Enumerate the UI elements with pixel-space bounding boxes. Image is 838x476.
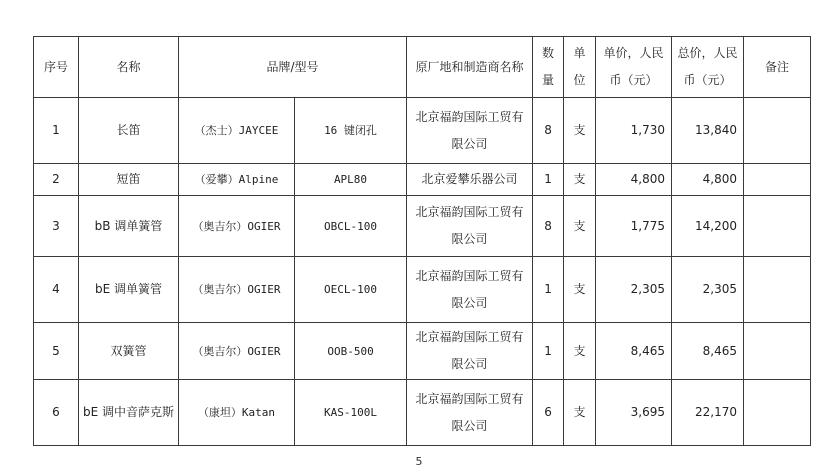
- cell-brand: （奥吉尔）OGIER: [179, 257, 295, 323]
- cell-name: 双簧管: [79, 323, 179, 380]
- cell-remarks: [744, 323, 811, 380]
- cell-quantity: 1: [533, 257, 564, 323]
- cell-unit-price: 2,305: [596, 257, 672, 323]
- cell-quantity: 6: [533, 380, 564, 446]
- header-origin: 原厂地和制造商名称: [407, 37, 533, 98]
- header-remarks: 备注: [744, 37, 811, 98]
- instrument-price-table: [33, 36, 811, 446]
- cell-model: APL80: [295, 164, 407, 196]
- header-name: 名称: [79, 37, 179, 98]
- table-row: [34, 380, 811, 446]
- cell-model: KAS-100L: [295, 380, 407, 446]
- table-row: [34, 196, 811, 257]
- table-row: [34, 98, 811, 164]
- page-number: 5: [415, 455, 423, 468]
- cell-unit: 支: [564, 98, 596, 164]
- cell-brand: （杰士）JAYCEE: [179, 98, 295, 164]
- cell-quantity: 8: [533, 98, 564, 164]
- cell-model: OOB-500: [295, 323, 407, 380]
- cell-origin: 北京爱攀乐器公司: [407, 164, 533, 196]
- cell-index: 4: [34, 257, 79, 323]
- cell-unit-price: 3,695: [596, 380, 672, 446]
- cell-quantity: 8: [533, 196, 564, 257]
- cell-unit: 支: [564, 164, 596, 196]
- header-row: [34, 37, 811, 98]
- cell-remarks: [744, 380, 811, 446]
- cell-unit-price: 8,465: [596, 323, 672, 380]
- cell-name: 短笛: [79, 164, 179, 196]
- cell-remarks: [744, 98, 811, 164]
- cell-model: OECL-100: [295, 257, 407, 323]
- cell-brand: （爱攀）Alpine: [179, 164, 295, 196]
- cell-origin: 北京福韵国际工贸有限公司: [407, 380, 533, 446]
- cell-brand: （奥吉尔）OGIER: [179, 323, 295, 380]
- cell-index: 5: [34, 323, 79, 380]
- table-row: [34, 323, 811, 380]
- cell-brand: （奥吉尔）OGIER: [179, 196, 295, 257]
- header-unit-price: 单价，人民币（元）: [596, 37, 672, 98]
- cell-name: bB 调单簧管: [79, 196, 179, 257]
- cell-name: bE 调中音萨克斯: [79, 380, 179, 446]
- cell-remarks: [744, 196, 811, 257]
- cell-origin: 北京福韵国际工贸有限公司: [407, 196, 533, 257]
- cell-unit: 支: [564, 196, 596, 257]
- cell-total-price: 4,800: [672, 164, 744, 196]
- cell-index: 6: [34, 380, 79, 446]
- header-brand-model: 品牌/型号: [179, 37, 407, 98]
- cell-total-price: 2,305: [672, 257, 744, 323]
- cell-unit: 支: [564, 257, 596, 323]
- cell-name: bE 调单簧管: [79, 257, 179, 323]
- cell-origin: 北京福韵国际工贸有限公司: [407, 98, 533, 164]
- cell-origin: 北京福韵国际工贸有限公司: [407, 257, 533, 323]
- table-row: [34, 164, 811, 196]
- cell-index: 2: [34, 164, 79, 196]
- cell-unit: 支: [564, 323, 596, 380]
- cell-total-price: 14,200: [672, 196, 744, 257]
- cell-model: 16 键闭孔: [295, 98, 407, 164]
- cell-quantity: 1: [533, 323, 564, 380]
- cell-model: OBCL-100: [295, 196, 407, 257]
- table-row: [34, 257, 811, 323]
- cell-index: 3: [34, 196, 79, 257]
- header-quantity: 数量: [533, 37, 564, 98]
- cell-unit: 支: [564, 380, 596, 446]
- header-unit: 单位: [564, 37, 596, 98]
- cell-name: 长笛: [79, 98, 179, 164]
- cell-origin: 北京福韵国际工贸有限公司: [407, 323, 533, 380]
- cell-remarks: [744, 164, 811, 196]
- cell-remarks: [744, 257, 811, 323]
- cell-quantity: 1: [533, 164, 564, 196]
- cell-index: 1: [34, 98, 79, 164]
- header-total-price: 总价，人民币（元）: [672, 37, 744, 98]
- cell-brand: （康坦）Katan: [179, 380, 295, 446]
- cell-total-price: 22,170: [672, 380, 744, 446]
- header-index: 序号: [34, 37, 79, 98]
- cell-unit-price: 1,730: [596, 98, 672, 164]
- cell-total-price: 8,465: [672, 323, 744, 380]
- cell-unit-price: 4,800: [596, 164, 672, 196]
- cell-total-price: 13,840: [672, 98, 744, 164]
- cell-unit-price: 1,775: [596, 196, 672, 257]
